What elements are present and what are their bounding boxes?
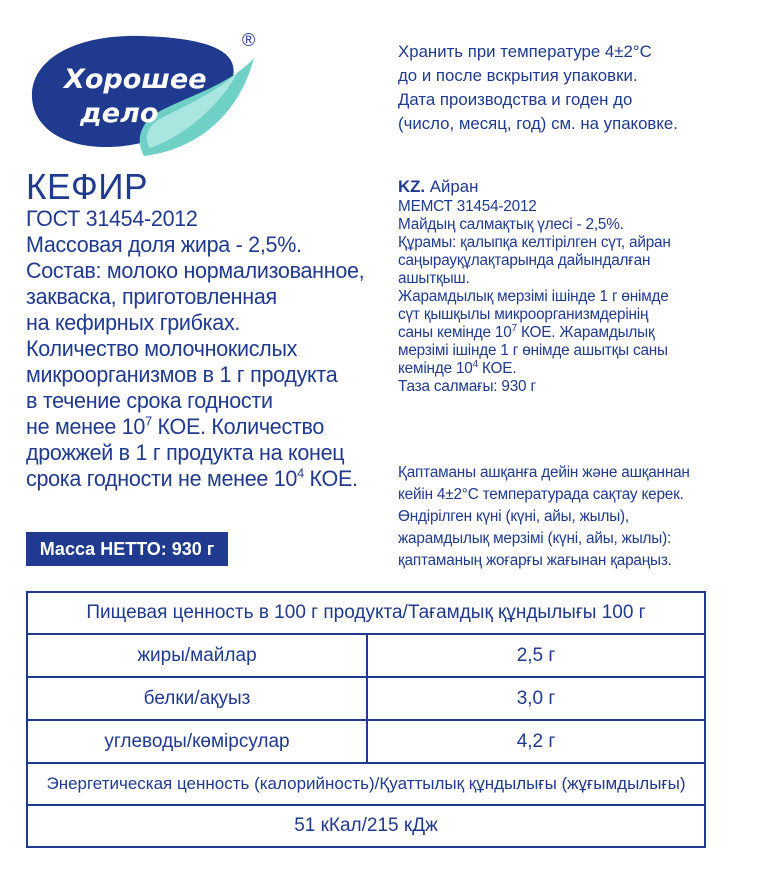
- nutrient-name: жиры/майлар: [27, 634, 367, 677]
- net-weight-badge: Масса НЕТТО: 930 г: [26, 532, 228, 566]
- product-title: КЕФИР: [26, 166, 149, 207]
- storage-ru-line: Дата производства и годен до: [398, 90, 633, 109]
- ru-line: ГОСТ 31454-2012: [26, 206, 198, 231]
- brand-line2: дело: [80, 98, 159, 129]
- kz-line: Жарамдылық мерзімі ішінде 1 г өнімде: [398, 288, 669, 305]
- kz-line: МЕМСТ 31454-2012: [398, 198, 537, 215]
- ru-line: Массовая доля жира - 2,5%.: [26, 232, 302, 257]
- storage-kz-line: Қаптаманы ашқанға дейін және ашқаннан: [398, 464, 690, 481]
- kz-line: сүт қышқылы микроорганизмдерінің: [398, 306, 649, 323]
- kz-net-weight: Таза салмағы: 930 г: [398, 378, 536, 395]
- kz-cfu-line: кемінде $10^4$ КОЕ.: [398, 358, 517, 377]
- energy-value: 51 кКал/215 кДж: [27, 805, 705, 847]
- nutrition-header: Пищевая ценность в 100 г продукта/Тағамдық құндылығы 100 г: [27, 592, 705, 634]
- ru-line: Состав: молоко нормализованное,: [26, 258, 365, 283]
- brand-logo: [24, 28, 264, 158]
- registered-mark: ®: [242, 30, 256, 50]
- table-row: [27, 634, 705, 677]
- nutrient-value: 2,5 г: [367, 634, 705, 677]
- table-row: [27, 677, 705, 720]
- ru-line: дрожжей в 1 г продукта на конец: [26, 440, 345, 465]
- storage-ru-line: до и после вскрытия упаковки.: [398, 66, 638, 85]
- storage-info-ru: [398, 40, 748, 136]
- ru-line: на кефирных грибках.: [26, 310, 241, 335]
- nutrient-name: углеводы/көмірсулар: [27, 720, 367, 763]
- ru-cfu-line: срока годности не менее $10^4$ КОЕ.: [26, 465, 358, 491]
- nutrition-header-row: [27, 592, 705, 634]
- storage-kz-line: қаптаманың жоғарғы жағынан қараңыз.: [398, 552, 672, 569]
- storage-info-kz: [398, 462, 748, 572]
- kz-line: Майдың салмақтық үлесі - 2,5%.: [398, 216, 624, 233]
- kz-title: KZ. Айран: [398, 177, 479, 196]
- storage-kz-line: кейін 4±2°С температурада сақтау керек.: [398, 486, 684, 503]
- ru-line: микроорганизмов в 1 г продукта: [26, 362, 338, 387]
- kz-cfu-line: саны кемінде $10^7$ КОЕ. Жарамдылық: [398, 322, 655, 341]
- brand-logo-graphic: [24, 28, 264, 158]
- kz-line: мерзімі ішінде 1 г өнімде ашытқы саны: [398, 342, 668, 359]
- ru-line: Количество молочнокислых: [26, 336, 298, 361]
- ru-line: в течение срока годности: [26, 388, 273, 413]
- nutrient-value: 4,2 г: [367, 720, 705, 763]
- product-info-ru: [26, 168, 396, 492]
- storage-kz-line: жарамдылық мерзімі (күні, айы, жылы):: [398, 530, 672, 547]
- storage-ru-line: (число, месяц, год) см. на упаковке.: [398, 114, 678, 133]
- product-info-kz: [398, 176, 748, 396]
- table-row: [27, 720, 705, 763]
- energy-label-row: [27, 763, 705, 805]
- brand-line1: Хорошее: [64, 64, 207, 95]
- kz-line: саңырауқұлақтарында дайындалған: [398, 252, 651, 269]
- ru-line: закваска, приготовленная: [26, 284, 277, 309]
- storage-kz-line: Өндірілген күні (күні, айы, жылы),: [398, 508, 629, 525]
- energy-label: Энергетическая ценность (калорийность)/Қуаттылық құндылығы (жұғымдылығы): [27, 763, 705, 805]
- nutrient-name: белки/ақуыз: [27, 677, 367, 720]
- ru-cfu-line: не менее $10^7$ КОЕ. Количество: [26, 413, 325, 439]
- kz-line: Құрамы: қалыпқа келтірілген сүт, айран: [398, 234, 671, 251]
- nutrient-value: 3,0 г: [367, 677, 705, 720]
- storage-ru-line: Хранить при температуре 4±2°С: [398, 42, 652, 61]
- nutrition-table: [26, 591, 706, 848]
- energy-value-row: [27, 805, 705, 847]
- kz-line: ашытқыш.: [398, 270, 470, 287]
